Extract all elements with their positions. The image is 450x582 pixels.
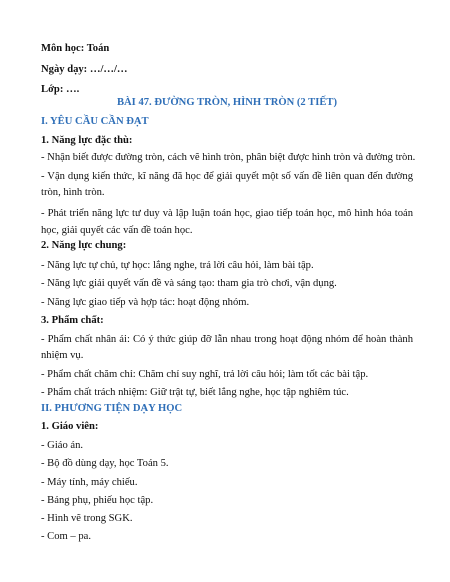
section1-sub1-line: - Vận dụng kiến thức, kĩ năng đã học để giải quyết một số vấn đề liên quan đến đường (41, 171, 413, 182)
section1-sub2-line: - Năng lực giải quyết vấn đề và sáng tạo: tham gia trò chơi, vận dụng. (41, 278, 337, 289)
date-line: Ngày dạy: …/…/… (41, 64, 128, 75)
class-line: Lớp: …. (41, 84, 80, 95)
section2-sub1-line: - Bộ đồ dùng dạy, học Toán 5. (41, 458, 169, 469)
section1-sub1-line: tròn, hình tròn. (41, 187, 105, 198)
section1-sub3-line: - Phẩm chất trách nhiệm: Giữ trật tự, biết lắng nghe, học tập nghiêm túc. (41, 387, 349, 398)
section1-sub3-line: nhiệm vụ. (41, 350, 84, 361)
section1-sub1-line: - Phát triển năng lực tư duy và lập luận toán học, giao tiếp toán học, mô hình hóa toán (41, 208, 413, 219)
section2-sub1-line: - Com – pa. (41, 531, 92, 542)
section1-sub2-heading: 2. Năng lực chung: (41, 240, 127, 251)
section2-sub1-line: - Hình vẽ trong SGK. (41, 513, 133, 524)
section1-sub3-line: - Phẩm chất chăm chỉ: Chăm chỉ suy nghĩ, trả lời câu hỏi; làm tốt các bài tập. (41, 369, 369, 380)
section1-sub1-heading: 1. Năng lực đặc thù: (41, 135, 133, 146)
section1-sub2-line: - Năng lực giao tiếp và hợp tác: hoạt động nhóm. (41, 297, 250, 308)
section1-sub3-line: - Phẩm chất nhân ái: Có ý thức giúp đỡ lẫn nhau trong hoạt động nhóm để hoàn thành (41, 334, 413, 345)
section1-sub3-heading: 3. Phẩm chất: (41, 315, 104, 326)
section1-sub2-line: - Năng lực tự chủ, tự học: lắng nghe, trả lời câu hỏi, làm bài tập. (41, 260, 314, 271)
section1-sub1-line: học, giải quyết các vấn đề toán học. (41, 225, 193, 236)
section2-sub1-heading: 1. Giáo viên: (41, 421, 99, 432)
section2-sub1-line: - Giáo án. (41, 440, 84, 451)
section2-heading: II. PHƯƠNG TIỆN DẠY HỌC (41, 403, 183, 414)
section2-sub1-line: - Bảng phụ, phiếu học tập. (41, 495, 154, 506)
subject-line: Môn học: Toán (41, 43, 110, 54)
section1-sub1-line: - Nhận biết được đường tròn, cách vẽ hình tròn, phân biệt được hình tròn và đường tròn. (41, 152, 416, 163)
section2-sub1-line: - Máy tính, máy chiếu. (41, 477, 138, 488)
section1-heading: I. YÊU CẦU CẦN ĐẠT (41, 116, 149, 127)
lesson-title: BÀI 47. ĐƯỜNG TRÒN, HÌNH TRÒN (2 TIẾT) (116, 97, 338, 108)
